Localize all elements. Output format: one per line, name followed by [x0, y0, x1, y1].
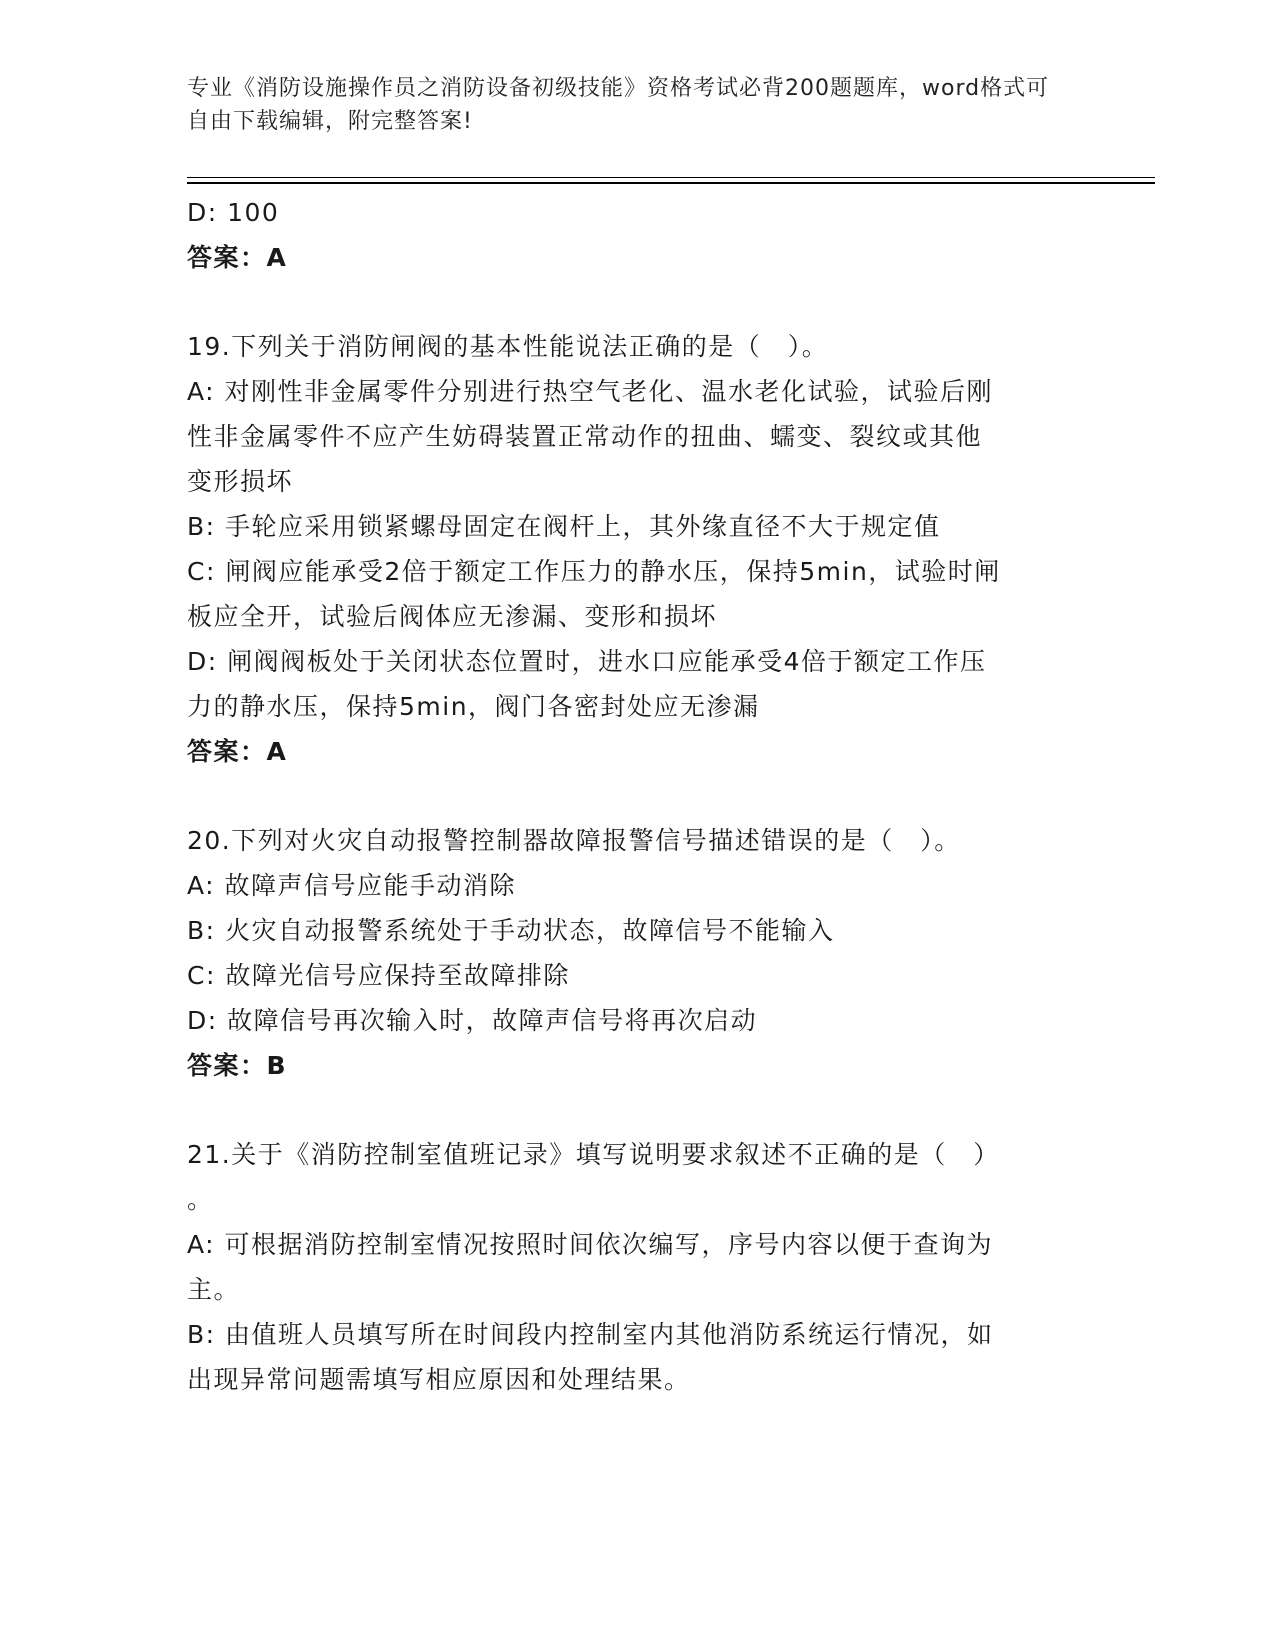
spacer: [187, 1088, 1087, 1132]
option-b: B: 手轮应采用锁紧螺母固定在阀杆上，其外缘直径不大于规定值: [187, 512, 941, 541]
previous-question-tail: [187, 190, 1087, 280]
question-text: 21.关于《消防控制室值班记录》填写说明要求叙述不正确的是（ ）: [187, 1140, 1000, 1169]
document-header: [187, 72, 1067, 138]
option-c: C: 闸阀应能承受2倍于额定工作压力的静水压，保持5min，试验时闸: [187, 557, 1001, 586]
option-d: D: 100: [187, 198, 280, 227]
option-c: C: 故障光信号应保持至故障排除: [187, 961, 570, 990]
answer: 答案：B: [187, 1051, 288, 1080]
question-21: [187, 1132, 1087, 1402]
option-d: D: 闸阀阀板处于关闭状态位置时，进水口应能承受4倍于额定工作压: [187, 647, 987, 676]
question-text: 19.下列关于消防闸阀的基本性能说法正确的是（ ）。: [187, 332, 829, 361]
option-a-cont: 变形损坏: [187, 467, 294, 496]
question-text-cont: 。: [187, 1185, 214, 1214]
option-d-cont: 力的静水压，保持5min，阀门各密封处应无渗漏: [187, 692, 760, 721]
option-a-cont: 主。: [187, 1275, 241, 1304]
option-b: B: 火灾自动报警系统处于手动状态，故障信号不能输入: [187, 916, 835, 945]
header-title: 专业《消防设施操作员之消防设备初级技能》资格考试必背200题题库，word格式可自由下载编辑，附完整答案!: [187, 76, 1050, 134]
option-d: D: 故障信号再次输入时，故障声信号将再次启动: [187, 1006, 758, 1035]
option-b-cont: 出现异常问题需填写相应原因和处理结果。: [187, 1365, 691, 1394]
question-text: 20.下列对火灾自动报警控制器故障报警信号描述错误的是（ ）。: [187, 826, 961, 855]
question-20: [187, 818, 1087, 1088]
answer: 答案：A: [187, 737, 288, 766]
document-body: [187, 190, 1087, 1402]
option-c-cont: 板应全开，试验后阀体应无渗漏、变形和损坏: [187, 602, 718, 631]
header-rule-thick: [187, 182, 1155, 184]
option-a-cont: 性非金属零件不应产生妨碍装置正常动作的扭曲、蠕变、裂纹或其他: [187, 422, 983, 451]
header-rule-thin: [187, 177, 1155, 178]
answer: 答案：A: [187, 243, 288, 272]
option-a: A: 可根据消防控制室情况按照时间依次编写，序号内容以便于查询为: [187, 1230, 994, 1259]
option-b: B: 由值班人员填写所在时间段内控制室内其他消防系统运行情况，如: [187, 1320, 994, 1349]
spacer: [187, 774, 1087, 818]
option-a: A: 故障声信号应能手动消除: [187, 871, 517, 900]
option-a: A: 对刚性非金属零件分别进行热空气老化、温水老化试验，试验后刚: [187, 377, 994, 406]
spacer: [187, 280, 1087, 324]
question-19: [187, 324, 1087, 774]
